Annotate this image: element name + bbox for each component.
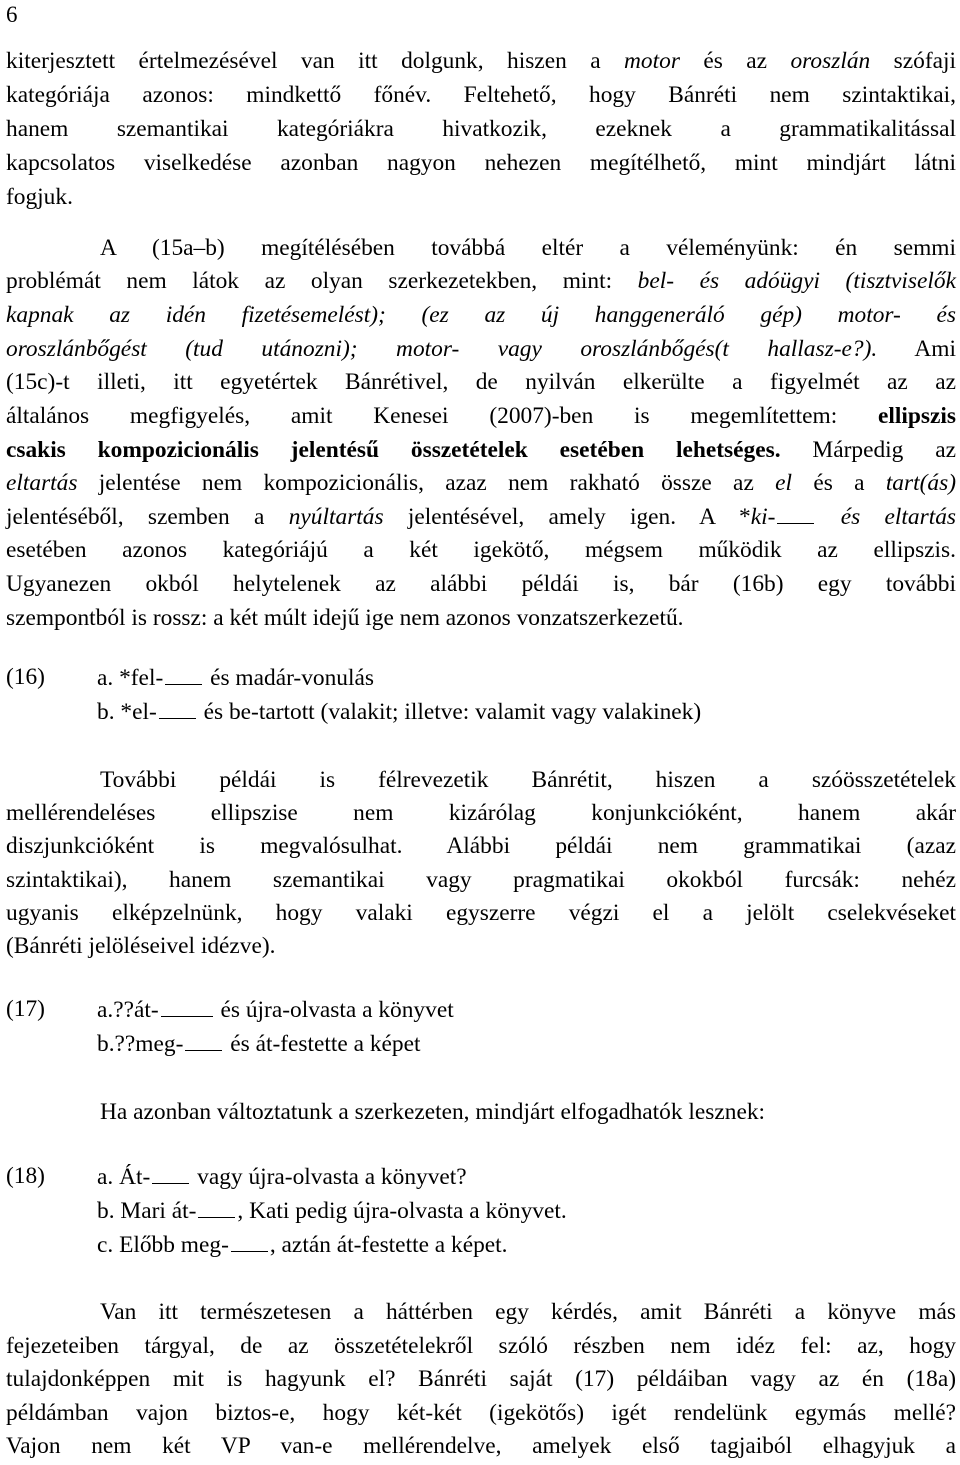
text-line: Van itt természetesen a háttérben egy kérdés, amit Bánréti a könyve más	[100, 1299, 956, 1325]
text-line	[6, 602, 956, 635]
text-segment: kapnak az idén fizetésemelést); (ez az új hanggeneráló gép) motor- és	[6, 302, 956, 328]
text-line	[6, 147, 956, 180]
text-line	[6, 299, 956, 332]
text-segment: kiterjesztett értelmezésével van itt dolgunk, hiszen a	[6, 48, 625, 74]
text-segment: esetében azonos kategóriájú a két igekötő, mégsem működik az ellipszis.	[6, 537, 956, 563]
text-segment: motor	[624, 48, 680, 74]
text-segment: fogjuk.	[6, 184, 73, 210]
text-segment: ellipszis	[878, 403, 956, 429]
text-segment: csakis kompozicionális jelentésű összetételek esetében lehetséges.	[6, 437, 781, 463]
text-segment	[816, 504, 840, 530]
text-segment: eltartás	[6, 470, 78, 496]
text-segment: jelentéséből, szemben a	[6, 504, 289, 530]
text-line: diszjunkcióként is megvalósulhat. Alábbi példái nem grammatikai (azaz	[6, 833, 956, 859]
text-segment: el	[775, 470, 793, 496]
text-line	[6, 181, 956, 214]
text-segment: A (15a–b) megítélésében továbbá eltér a véleményünk: én semmi	[100, 235, 956, 261]
text-line	[6, 467, 956, 500]
text-segment: kapcsolatos viselkedése azonban nagyon nehezen megítélhető, mint mindjárt látni	[6, 150, 956, 176]
example-number: (18)	[6, 1163, 45, 1189]
text-line	[6, 501, 956, 534]
text-line	[6, 568, 956, 601]
page-number: 6	[6, 2, 18, 27]
text-segment: és eltartás	[840, 504, 956, 530]
text-line: Vajon nem két VP van-e mellérendelve, amelyek első tagjaiból elhagyjuk a	[6, 1433, 956, 1459]
text-segment: ki-	[750, 504, 776, 530]
text-segment: Ami	[877, 336, 956, 362]
example-number: (17)	[6, 996, 45, 1022]
text-segment: (15c)-t illeti, itt egyetértek Bánrétivel, de nyilván elkerülte a figyelmét az az	[6, 369, 956, 395]
text-segment: nyúltartás	[288, 504, 384, 530]
example-17a: a.??át- és újra-olvasta a könyvet	[97, 997, 454, 1023]
text-line: ugyanis elképzelnünk, hogy valaki egyszerre végzi el a jelölt cselekvéseket	[6, 900, 956, 926]
text-segment: Ugyanezen okból helytelenek az alábbi példái is, bár (16b) egy további	[6, 571, 956, 597]
text-line: szintaktikai), hanem szemantikai vagy pragmatikai okokból furcsák: nehéz	[6, 867, 956, 893]
text-line	[6, 265, 956, 298]
text-segment: oroszlánbőgést (tud utánozni); motor- vagy oroszlánbőgés(t hallasz-e?).	[6, 336, 878, 362]
text-segment: és a	[792, 470, 886, 496]
text-segment: általános megfigyelés, amit Kenesei (2007)-ben is megemlítettem:	[6, 403, 879, 429]
text-segment: Márpedig az	[780, 437, 956, 463]
text-segment: jelentése nem kompozicionális, azaz nem rakható össze az	[77, 470, 776, 496]
text-line	[6, 366, 956, 399]
example-18c: c. Előbb meg- , aztán át-festette a képet.	[97, 1232, 508, 1258]
text-segment: és az	[679, 48, 791, 74]
example-18b: b. Mari át- , Kati pedig újra-olvasta a könyvet.	[97, 1198, 567, 1224]
text-line	[6, 113, 956, 146]
text-segment: hanem szemantikai kategóriákra hivatkozik, ezeknek a grammatikalitással	[6, 116, 956, 142]
text-line: fejezeteiben tárgyal, de az összetételekről szóló részben nem idéz fel: az, hogy	[6, 1333, 956, 1359]
text-segment: jelentésével, amely igen. A *	[383, 504, 751, 530]
text-segment: tart(ás)	[885, 470, 956, 496]
text-line: mellérendeléses ellipszise nem kizárólag konjunkcióként, hanem akár	[6, 800, 956, 826]
text-line	[6, 45, 956, 78]
text-segment: oroszlán	[790, 48, 871, 74]
text-segment: szempontból is rossz: a két múlt idejű ige nem azonos vonzatszerkezetű.	[6, 605, 684, 631]
text-line	[6, 79, 956, 112]
text-line: példámban vajon biztos-e, hogy két-két (igekötős) igét rendelünk egymás mellé?	[6, 1400, 956, 1426]
paragraph-3: Ha azonban változtatunk a szerkezeten, mindjárt elfogadhatók lesznek:	[100, 1099, 766, 1125]
text-line	[6, 333, 956, 366]
blank-line	[777, 503, 814, 524]
text-line	[100, 232, 956, 265]
text-line: (Bánréti jelöléseivel idézve).	[6, 933, 276, 959]
text-segment: szófaji	[870, 48, 957, 74]
text-line: További példái is félrevezetik Bánrétit, hiszen a szóösszetételek	[100, 767, 956, 793]
text-line	[6, 400, 956, 433]
text-segment: kategóriája azonos: mindkettő főnév. Feltehető, hogy Bánréti nem szintaktikai,	[6, 82, 956, 108]
example-number: (16)	[6, 664, 45, 690]
example-18a: a. Át- vagy újra-olvasta a könyvet?	[97, 1164, 467, 1190]
text-segment: problémát nem látok az olyan szerkezetekben, mint:	[6, 268, 638, 294]
text-segment: bel- és adóügyi (tisztviselők	[637, 268, 956, 294]
example-16b: b. *el- és be-tartott (valakit; illetve: valamit vagy valakinek)	[97, 699, 702, 725]
example-16a: a. *fel- és madár-vonulás	[97, 665, 374, 691]
example-17b: b.??meg- és át-festette a képet	[97, 1031, 421, 1057]
text-line	[6, 534, 956, 567]
text-line: tulajdonképpen mit is hagyunk el? Bánréti saját (17) példáiban vagy az én (18a)	[6, 1366, 956, 1392]
text-line	[6, 434, 956, 467]
